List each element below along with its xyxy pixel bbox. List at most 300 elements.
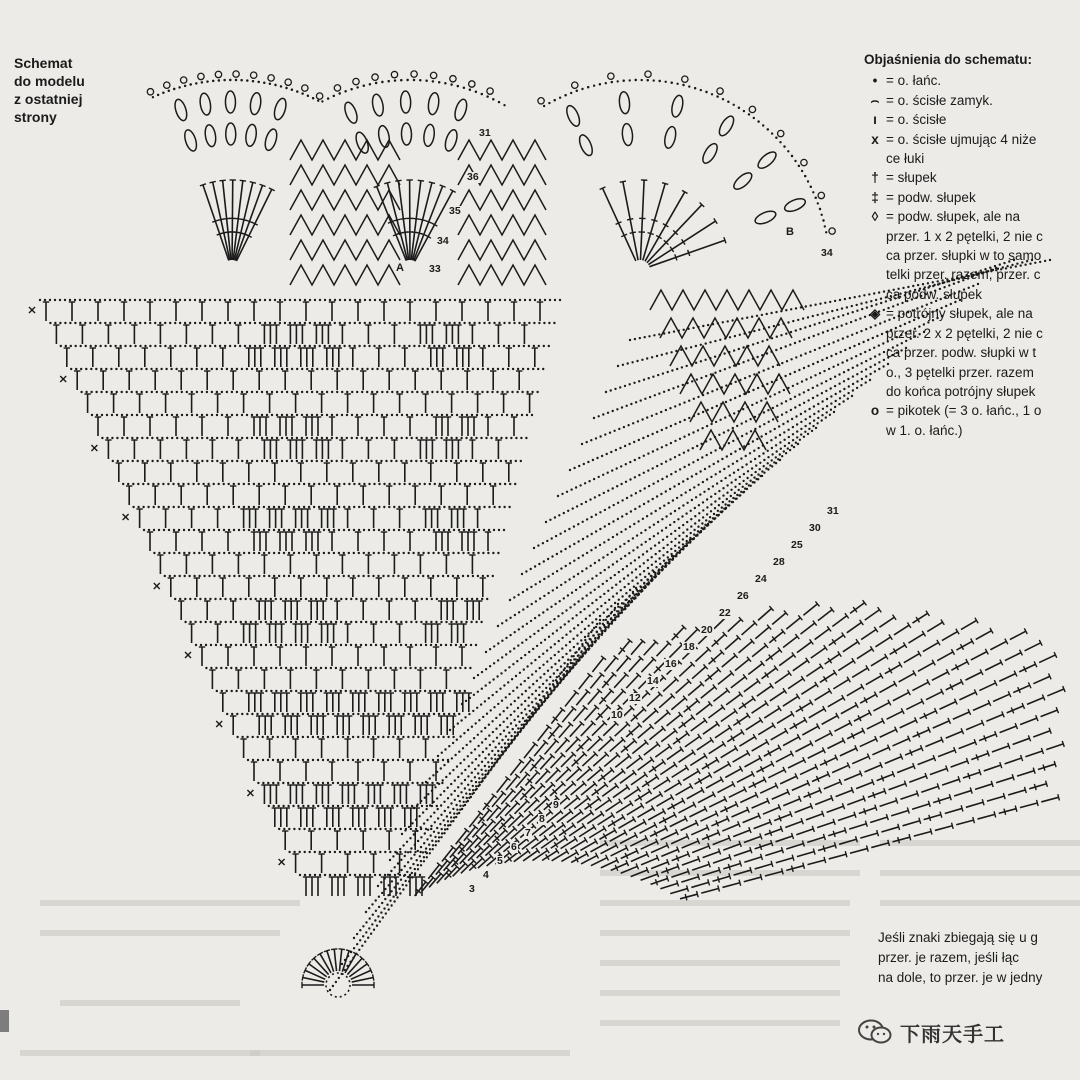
double-crochet-stitch (324, 463, 330, 482)
double-crochet-stitch (885, 754, 903, 764)
double-crochet-stitch (445, 532, 451, 551)
double-crochet-stitch (599, 689, 613, 704)
double-crochet-stitch (459, 532, 465, 551)
zigzag-row (458, 265, 546, 285)
double-crochet-stitch (214, 394, 220, 413)
row-number: 14 (647, 675, 659, 687)
double-crochet-stitch (334, 486, 340, 505)
double-crochet-stitch (905, 745, 923, 755)
double-crochet-stitch (735, 657, 751, 671)
chain-row (612, 81, 624, 82)
picot-stitch (572, 82, 578, 88)
double-crochet-stitch (1010, 628, 1027, 639)
double-crochet-stitch (386, 716, 392, 735)
double-crochet-stitch (235, 555, 241, 574)
double-crochet-stitch (204, 486, 210, 505)
double-crochet-stitch (268, 716, 274, 735)
note (878, 928, 1080, 988)
single-crochet-icon: ı (873, 112, 877, 128)
note-line: Jeśli znaki zbiegają się u g (878, 930, 1038, 945)
double-crochet-stitch (340, 716, 346, 735)
double-crochet-stitch (350, 348, 356, 367)
double-crochet-stitch (691, 718, 707, 731)
double-crochet-stitch (541, 835, 558, 848)
double-crochet-stitch (157, 440, 163, 459)
double-crochet-stitch (852, 754, 870, 764)
watermark (858, 1018, 1005, 1046)
double-crochet-stitch (912, 801, 930, 809)
double-crochet-stitch (298, 624, 304, 643)
double-crochet-stitch (310, 808, 316, 827)
double-crochet-stitch (779, 652, 795, 665)
double-crochet-stitch (246, 693, 252, 712)
double-crochet-stitch (722, 821, 740, 831)
cluster-stitch (400, 91, 411, 113)
double-crochet-stitch (398, 716, 404, 735)
double-crochet-stitch (360, 371, 366, 390)
double-crochet-stitch (318, 739, 324, 758)
double-crochet-stitch (225, 532, 231, 551)
row-number: 22 (719, 607, 731, 619)
cluster-stitch (249, 92, 262, 115)
double-crochet-stitch (318, 394, 324, 413)
double-crochet-stitch (273, 440, 279, 459)
double-crochet-stitch (313, 670, 319, 689)
double-crochet-stitch (272, 808, 278, 827)
chain-row (759, 122, 768, 130)
double-crochet-stitch (422, 394, 428, 413)
double-crochet-stitch (381, 417, 387, 436)
double-crochet-stitch (230, 601, 236, 620)
legend-text: = słupek (886, 170, 937, 186)
double-crochet-stitch (370, 624, 376, 643)
double-crochet-stitch (914, 828, 932, 836)
double-crochet-stitch (800, 764, 818, 775)
double-crochet-stitch (815, 730, 832, 741)
double-crochet-stitch (836, 787, 854, 797)
double-crochet-stitch (469, 325, 475, 344)
chain-row (522, 364, 888, 574)
double-crochet-stitch (478, 808, 492, 824)
double-crochet-stitch (246, 509, 252, 528)
legend-text: ce łuki (886, 151, 925, 167)
double-crochet-stitch (687, 787, 704, 798)
double-crochet-stitch (157, 555, 163, 574)
double-crochet-stitch (510, 759, 524, 775)
row-number: 24 (755, 573, 767, 585)
row-number: 34 (821, 247, 833, 259)
double-crochet-stitch (746, 717, 763, 729)
double-crochet-stitch (351, 785, 357, 804)
double-crochet-stitch (329, 647, 335, 666)
double-crochet-stitch (188, 624, 194, 643)
cluster-stitch (225, 91, 235, 113)
double-crochet-stitch (344, 854, 350, 873)
double-crochet-stitch (365, 325, 371, 344)
double-crochet-stitch (329, 762, 335, 781)
legend-text: w 1. o. łańc.) (886, 422, 963, 438)
double-crochet-stitch (308, 601, 314, 620)
double-crochet-stitch (284, 693, 290, 712)
double-crochet-stitch (428, 578, 434, 597)
double-crochet-stitch (396, 394, 402, 413)
double-crochet-stitch (465, 417, 471, 436)
double-crochet-stitch (69, 302, 75, 321)
legend-text: = podw. słupek (886, 189, 976, 205)
double-crochet-stitch (797, 639, 813, 652)
double-crochet-stitch (495, 325, 501, 344)
picot-stitch (316, 93, 322, 99)
double-crochet-stitch (772, 610, 788, 624)
double-crochet-stitch (868, 788, 886, 798)
double-crochet-stitch (880, 798, 898, 807)
double-crochet-stitch (912, 679, 929, 690)
double-crochet-stitch (443, 555, 449, 574)
double-crochet-stitch (889, 781, 907, 790)
double-crochet-stitch (116, 463, 122, 482)
double-crochet-stitch (376, 578, 382, 597)
double-crochet-stitch (743, 813, 761, 823)
cluster-stitch (371, 93, 385, 117)
schema-title-line: strony (14, 109, 57, 125)
double-crochet-stitch (267, 325, 273, 344)
double-crochet-stitch (365, 670, 371, 689)
double-crochet-stitch (809, 706, 826, 718)
double-crochet-stitch (417, 440, 423, 459)
legend-text: ca podw. słupek (886, 286, 983, 302)
cluster-stitch (717, 114, 737, 138)
double-crochet-stitch (758, 606, 774, 620)
double-crochet-stitch (745, 755, 762, 766)
double-crochet-stitch (744, 679, 760, 692)
double-crochet-stitch (797, 849, 815, 857)
legend-text: = o. ścisłe zamyk. (886, 92, 993, 108)
double-crochet-stitch (423, 325, 429, 344)
double-crochet-stitch (685, 627, 700, 642)
chain-row (816, 198, 820, 209)
double-crochet-stitch (428, 463, 434, 482)
legend-text: = pikotek (= 3 o. łańc., 1 o (886, 403, 1042, 419)
double-crochet-stitch (240, 624, 246, 643)
double-crochet-stitch (303, 877, 309, 896)
double-crochet-stitch (733, 827, 751, 837)
double-crochet-stitch (352, 982, 374, 988)
double-crochet-stitch (764, 706, 781, 718)
double-crochet-stitch (692, 861, 710, 870)
legend-text: = o. łańc. (886, 73, 942, 89)
double-crochet-stitch (670, 885, 688, 893)
double-crochet-stitch (298, 693, 304, 712)
double-crochet-stitch (131, 440, 137, 459)
double-crochet-stitch (999, 806, 1017, 815)
double-crochet-stitch (752, 739, 769, 751)
double-crochet-stitch (657, 794, 674, 806)
double-crochet-stitch (864, 762, 882, 772)
double-crochet-stitch (530, 783, 545, 798)
double-crochet-stitch (783, 694, 800, 706)
double-crochet-stitch (709, 796, 727, 807)
double-crochet-stitch (850, 600, 866, 613)
cluster-stitch (263, 128, 279, 152)
double-crochet-stitch (490, 371, 496, 390)
double-crochet-stitch (366, 716, 372, 735)
double-crochet-stitch (682, 856, 700, 865)
row-number: 6 (511, 841, 517, 853)
double-crochet-stitch (293, 785, 299, 804)
double-crochet-stitch (391, 785, 397, 804)
double-crochet-stitch (299, 440, 305, 459)
double-crochet-stitch (614, 672, 628, 687)
bleed-line (600, 1020, 840, 1026)
legend-item (864, 207, 1080, 226)
double-crochet-stitch (721, 746, 738, 758)
double-crochet-stitch (209, 325, 215, 344)
double-crochet-stitch (923, 640, 940, 652)
double-crochet-stitch (391, 325, 397, 344)
double-crochet-stitch (739, 696, 756, 709)
chain-row (799, 166, 805, 176)
double-crochet-stitch (971, 649, 988, 660)
double-crochet-stitch (258, 693, 264, 712)
legend-list (864, 71, 1080, 440)
double-crochet-stitch (976, 628, 993, 639)
note-line: na dole, to przer. je w jedny (878, 970, 1043, 985)
double-crochet-stitch (262, 601, 268, 620)
double-crochet-stitch (402, 808, 408, 827)
double-crochet-stitch (769, 629, 785, 643)
double-crochet-stitch (908, 631, 925, 643)
double-crochet-stitch (683, 768, 700, 780)
zigzag-row (290, 165, 400, 185)
double-crochet-stitch (266, 394, 272, 413)
double-crochet-stitch (318, 854, 324, 873)
double-crochet-stitch (954, 788, 972, 796)
chain-row (577, 87, 588, 91)
chain-row (718, 97, 729, 102)
double-crochet-stitch (726, 692, 742, 705)
double-crochet-stitch (304, 509, 310, 528)
double-crochet-stitch (840, 745, 858, 756)
double-crochet-stitch (806, 664, 823, 677)
double-crochet-stitch (346, 716, 352, 735)
picot-stitch (749, 106, 755, 112)
double-crochet-stitch (454, 348, 460, 367)
double-crochet-stitch (277, 532, 283, 551)
legend-item (864, 304, 1080, 323)
double-crochet-stitch (162, 509, 168, 528)
chain-row (805, 176, 811, 187)
double-crochet-stitch (723, 860, 741, 870)
double-crochet-stitch (768, 767, 786, 778)
double-crochet-stitch (386, 486, 392, 505)
picot-stitch (372, 74, 378, 80)
double-crochet-stitch (105, 325, 111, 344)
double-crochet-stitch (194, 348, 200, 367)
double-crochet-stitch (194, 578, 200, 597)
double-crochet-stitch (240, 509, 246, 528)
double-crochet-stitch (711, 816, 729, 827)
double-crochet-stitch (626, 673, 641, 688)
legend-text: telki przer. razem, przer. c (886, 267, 1041, 283)
double-crochet-stitch (336, 808, 342, 827)
double-crochet-stitch (284, 348, 290, 367)
double-crochet-stitch (537, 302, 543, 321)
double-crochet-stitch (485, 417, 491, 436)
double-crochet-stitch (909, 773, 927, 782)
double-crochet-stitch (815, 795, 833, 805)
double-crochet-stitch (815, 688, 832, 700)
row-number: 31 (827, 505, 839, 517)
row-number: 31 (479, 127, 491, 139)
double-crochet-stitch (506, 348, 512, 367)
double-crochet-stitch (617, 656, 631, 672)
double-crochet-stitch (303, 532, 309, 551)
double-crochet-stitch (450, 716, 456, 735)
double-crochet-stitch (173, 417, 179, 436)
double-crochet-stitch (294, 601, 300, 620)
double-crochet-stitch (240, 394, 246, 413)
double-crochet-stitch (501, 789, 515, 805)
double-crochet-stitch (793, 658, 810, 671)
double-crochet-stitch (408, 693, 414, 712)
double-crochet-stitch (709, 650, 725, 664)
double-crochet-stitch (765, 826, 783, 836)
wechat-logo-icon (858, 1019, 892, 1045)
double-crochet-stitch (660, 880, 678, 888)
double-crochet-stitch (303, 647, 309, 666)
double-crochet-stitch (230, 716, 236, 735)
double-crochet-stitch (396, 509, 402, 528)
double-crochet-stitch (429, 440, 435, 459)
double-crochet-stitch (487, 805, 501, 821)
double-crochet-stitch (792, 780, 810, 790)
double-crochet-stitch (1020, 715, 1038, 725)
double-crochet-stitch (438, 601, 444, 620)
double-crochet-stitch (330, 624, 336, 643)
double-crochet-stitch (775, 671, 792, 684)
cluster-stitch (427, 92, 440, 115)
double-crochet-stitch (266, 509, 272, 528)
double-crochet-stitch (251, 762, 257, 781)
double-crochet-stitch (376, 348, 382, 367)
cluster-stitch (173, 98, 189, 122)
double-crochet-stitch (162, 394, 168, 413)
double-crochet-stitch (407, 647, 413, 666)
double-crochet-stitch (516, 371, 522, 390)
chain-row (785, 147, 793, 156)
double-crochet-stitch (422, 624, 428, 643)
chain-row (534, 348, 906, 548)
row-number: 7 (525, 827, 531, 839)
double-crochet-stitch (273, 325, 279, 344)
double-crochet-stitch (815, 626, 831, 639)
double-crochet-stitch (1025, 748, 1043, 757)
double-crochet-stitch (857, 646, 874, 658)
magic-ring (326, 973, 350, 997)
double-crochet-stitch (402, 578, 408, 597)
double-crochet-stitch (828, 827, 846, 837)
zigzag-row (290, 190, 400, 210)
double-crochet-stitch (679, 715, 695, 729)
double-crochet-stitch (298, 463, 304, 482)
chain-row (450, 460, 780, 730)
double-crochet-stitch (465, 532, 471, 551)
zigzag-row (458, 190, 546, 210)
picot-stitch (430, 72, 436, 78)
double-crochet-stitch (225, 302, 231, 321)
double-crochet-stitch (310, 693, 316, 712)
double-crochet-stitch (454, 693, 460, 712)
zigzag-row (290, 140, 400, 160)
double-crochet-stitch (168, 578, 174, 597)
single-crochet-around-stitch (247, 790, 253, 796)
double-crochet-stitch (173, 532, 179, 551)
double-crochet-stitch (407, 302, 413, 321)
double-crochet-stitch (644, 742, 660, 756)
double-crochet-stitch (381, 302, 387, 321)
double-crochet-stitch (672, 765, 689, 777)
double-crochet-stitch (256, 371, 262, 390)
double-crochet-stitch (1017, 768, 1035, 776)
double-crochet-stitch (867, 718, 885, 729)
double-crochet-stitch (762, 665, 778, 678)
double-crochet-stitch (246, 463, 252, 482)
double-crochet-stitch (841, 702, 858, 713)
double-crochet-stitch (695, 647, 710, 662)
cluster-stitch (753, 209, 777, 227)
double-crochet-stitch (315, 417, 321, 436)
double-crochet-stitch (287, 440, 293, 459)
double-crochet-stitch (293, 325, 299, 344)
double-crochet-stitch (670, 816, 688, 827)
double-crochet-stitch (252, 693, 258, 712)
double-crochet-stitch (433, 302, 439, 321)
double-crochet-stitch (657, 641, 672, 656)
double-crochet-stitch (454, 578, 460, 597)
double-crochet-stitch (804, 787, 822, 797)
double-crochet-stitch (293, 440, 299, 459)
double-crochet-stitch (396, 624, 402, 643)
double-crochet-stitch (951, 659, 968, 670)
double-crochet-stitch (433, 647, 439, 666)
double-crochet-stitch (956, 639, 973, 650)
double-crochet-stitch (335, 877, 341, 896)
double-crochet-stitch (755, 861, 773, 869)
picot-stitch (682, 76, 688, 82)
double-crochet-stitch (350, 578, 356, 597)
double-crochet-stitch (387, 877, 393, 896)
double-crochet-stitch (173, 302, 179, 321)
double-crochet-stitch (900, 790, 918, 799)
double-crochet-stitch (417, 555, 423, 574)
bleed-line (880, 900, 1080, 906)
double-crochet-stitch (298, 348, 304, 367)
picot-stitch (180, 77, 186, 83)
double-crochet-stitch (525, 770, 539, 785)
cluster-stitch (342, 101, 359, 125)
double-crochet-stitch (511, 417, 517, 436)
double-crochet-stitch (900, 717, 918, 728)
double-crochet-stitch (282, 601, 288, 620)
double-crochet-stitch (330, 693, 336, 712)
double-crochet-stitch (532, 348, 538, 367)
double-crochet-stitch (330, 509, 336, 528)
legend-text: przer. 1 x 2 pętelki, 2 nie c (886, 228, 1043, 244)
double-crochet-stitch (460, 509, 466, 528)
row-number: 35 (449, 205, 461, 217)
chain-row (695, 88, 706, 92)
picot-stitch (450, 76, 456, 82)
